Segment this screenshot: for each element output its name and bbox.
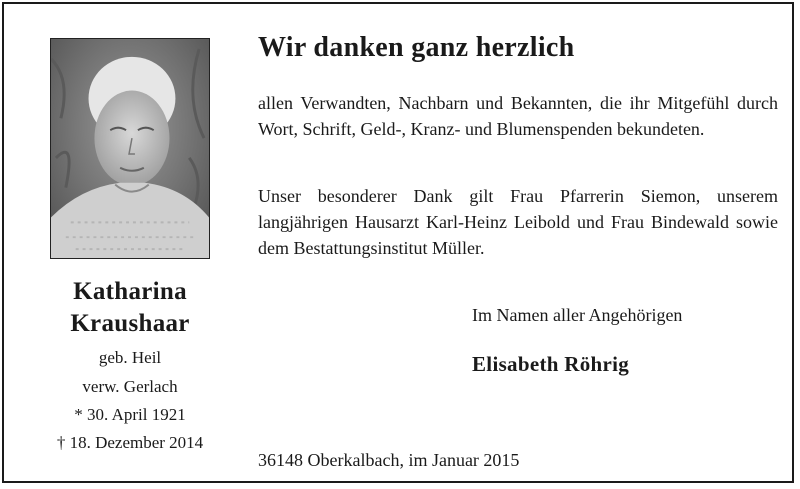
death-date: † 18. Dezember 2014 [56,433,204,452]
portrait-photo [50,38,210,259]
signer-name: Elisabeth Röhrig [472,352,630,376]
birth-date: * 30. April 1921 [74,405,186,424]
thanks-paragraph: allen Verwandten, Nachbarn und Bekannten, die ihr Mitgefühl durch Wort, Schrift, Geld-, Kranz- und Blumenspenden bekundeten. [258,93,778,139]
on-behalf-line: Im Namen aller Angehörigen [472,305,683,325]
notice-heading: Wir danken ganz herzlich [258,32,575,63]
deceased-first-name: Katharina [73,278,187,305]
birth-name: geb. Heil [98,348,162,367]
deceased-last-name: Kraushaar [70,310,190,337]
special-thanks-paragraph: Unser besonderer Dank gilt Frau Pfarrerin Siemon, unserem langjährigen Hausarzt Karl-Heinz Leibold und Frau Bindewald sowie dem Bestattungsinstitut Müller. [258,186,778,258]
widowed-name: verw. Gerlach [82,377,178,396]
place-date: 36148 Oberkalbach, im Januar 2015 [258,450,520,470]
